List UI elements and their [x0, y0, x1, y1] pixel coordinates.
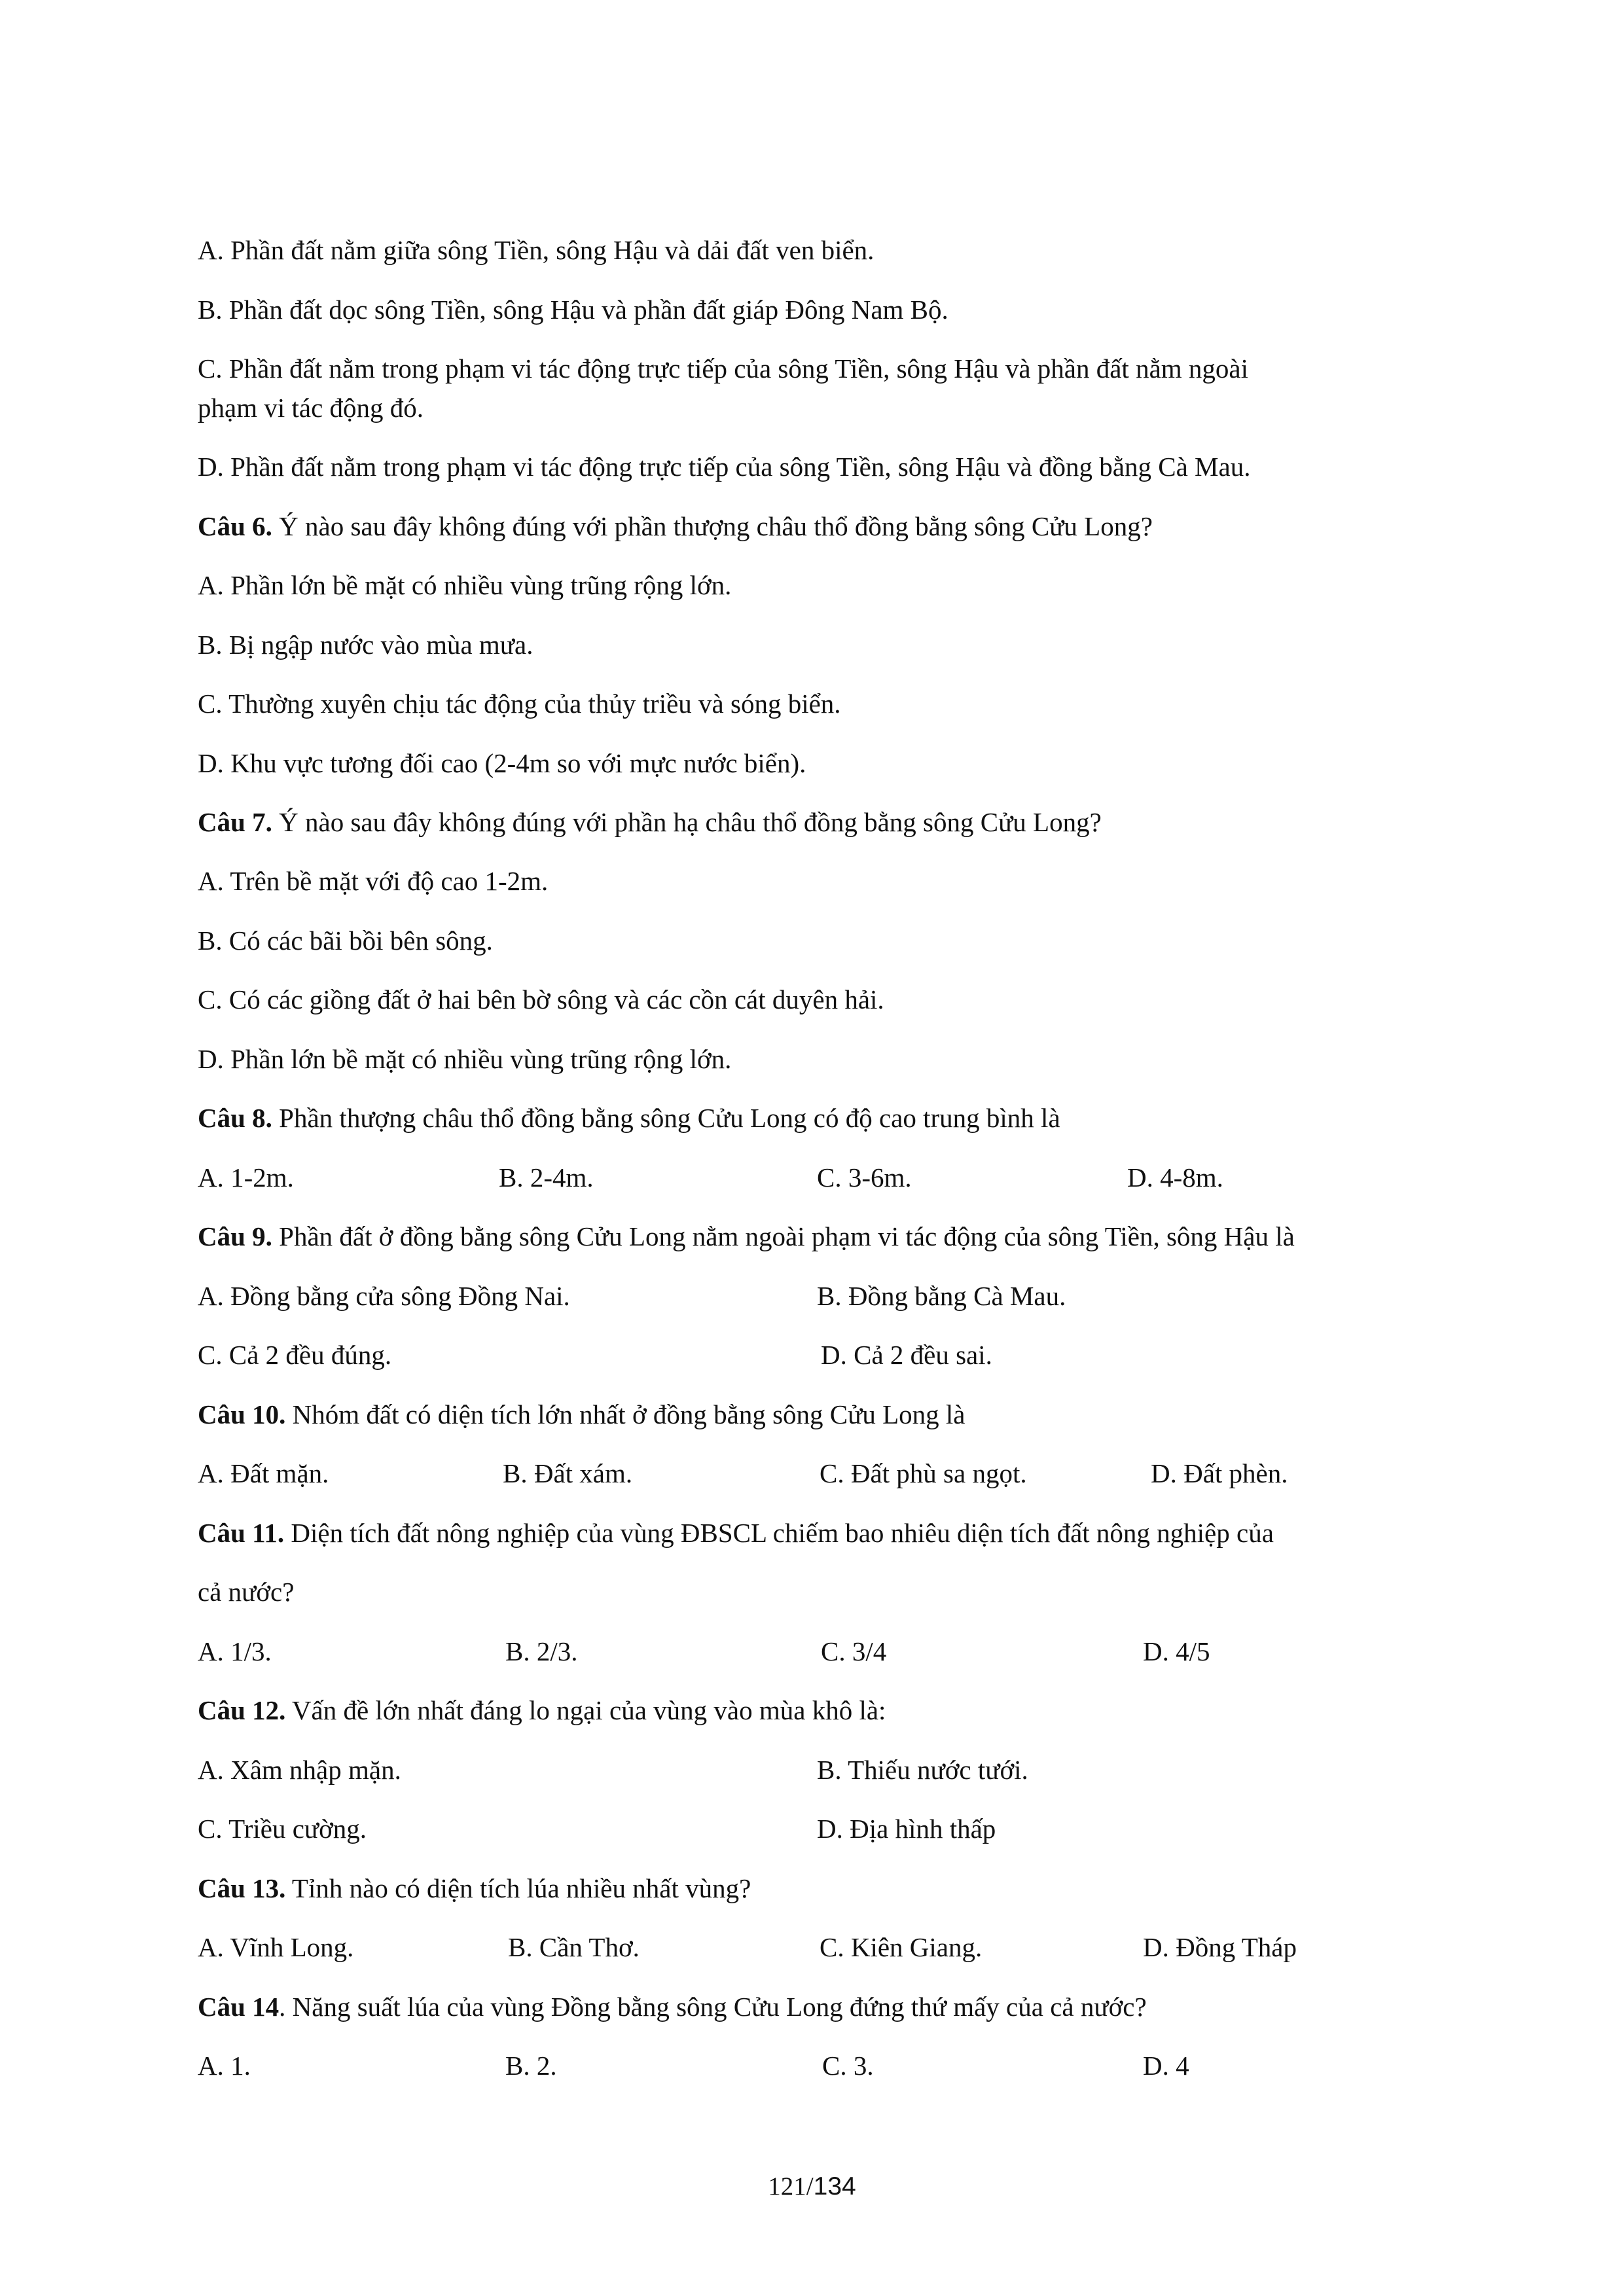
q8-option-d: D. 4-8m.	[1127, 1162, 1223, 1193]
q5-option-a: A. Phần đất nằm giữa sông Tiền, sông Hậu và dải đất ven biển.	[198, 235, 875, 265]
question-13-text: Tỉnh nào có diện tích lúa nhiều nhất vùng?	[285, 1873, 751, 1903]
q5-option-c-line1: C. Phần đất nằm trong phạm vi tác động trực tiếp của sông Tiền, sông Hậu và phần đất nằm ngoài	[198, 353, 1249, 384]
q11-option-b: B. 2/3.	[505, 1636, 578, 1666]
q9-option-c: C. Cả 2 đều đúng.	[198, 1340, 392, 1370]
question-11-text-line2: cả nước?	[198, 1577, 295, 1607]
question-9-text: Phần đất ở đồng bằng sông Cửu Long nằm ngoài phạm vi tác động của sông Tiền, sông Hậu là	[272, 1221, 1295, 1251]
q14-option-d: D. 4	[1143, 2051, 1189, 2081]
question-13-label: Câu 13.	[198, 1873, 286, 1903]
q12-option-a: A. Xâm nhập mặn.	[198, 1755, 401, 1785]
q6-option-d: D. Khu vực tương đối cao (2-4m so với mực nước biển).	[198, 748, 806, 778]
question-7	[198, 809, 1102, 836]
question-14	[198, 1994, 1147, 2020]
q8-option-a: A. 1-2m.	[198, 1162, 294, 1193]
q7-option-a: A. Trên bề mặt với độ cao 1-2m.	[198, 866, 549, 896]
question-9	[198, 1223, 1295, 1250]
q8-option-c: C. 3-6m.	[817, 1162, 912, 1193]
q6-option-a: A. Phần lớn bề mặt có nhiều vùng trũng rộng lớn.	[198, 570, 732, 600]
q6-option-c: C. Thường xuyên chịu tác động của thủy triều và sóng biển.	[198, 689, 841, 719]
q9-option-a: A. Đồng bằng cửa sông Đồng Nai.	[198, 1281, 570, 1311]
q7-option-d: D. Phần lớn bề mặt có nhiều vùng trũng rộng lớn.	[198, 1044, 732, 1074]
question-13	[198, 1875, 751, 1902]
q12-option-b: B. Thiếu nước tưới.	[817, 1755, 1028, 1785]
q10-option-a: A. Đất mặn.	[198, 1458, 329, 1488]
q12-option-c: C. Triều cường.	[198, 1814, 367, 1844]
q9-option-d: D. Cả 2 đều sai.	[821, 1340, 992, 1370]
q5-option-b: B. Phần đất dọc sông Tiền, sông Hậu và phần đất giáp Đông Nam Bộ.	[198, 295, 948, 325]
q5-option-d: D. Phần đất nằm trong phạm vi tác động trực tiếp của sông Tiền, sông Hậu và đồng bằng Cà Mau.	[198, 452, 1251, 482]
q13-option-c: C. Kiên Giang.	[820, 1932, 983, 1962]
q7-option-c: C. Có các giồng đất ở hai bên bờ sông và các cồn cát duyên hải.	[198, 984, 884, 1014]
question-7-label: Câu 7.	[198, 807, 272, 837]
page-number	[0, 2172, 1624, 2201]
question-8-label: Câu 8.	[198, 1103, 272, 1133]
question-10-text: Nhóm đất có diện tích lớn nhất ở đồng bằng sông Cửu Long là	[285, 1399, 965, 1429]
q9-option-b: B. Đồng bằng Cà Mau.	[817, 1281, 1066, 1311]
q10-option-c: C. Đất phù sa ngọt.	[820, 1458, 1027, 1488]
q11-option-d: D. 4/5	[1143, 1636, 1210, 1666]
page-number-current: 121/	[768, 2172, 814, 2200]
question-7-text: Ý nào sau đây không đúng với phần hạ châu thổ đồng bằng sông Cửu Long?	[272, 807, 1102, 837]
question-14-label: Câu 14	[198, 1992, 280, 2022]
question-11	[198, 1520, 1274, 1547]
q10-option-d: D. Đất phèn.	[1151, 1458, 1288, 1488]
question-11-label: Câu 11.	[198, 1518, 285, 1548]
question-6	[198, 513, 1153, 540]
q11-option-c: C. 3/4	[821, 1636, 887, 1666]
question-12-label: Câu 12.	[198, 1695, 286, 1725]
question-8-text: Phần thượng châu thổ đồng bằng sông Cửu Long có độ cao trung bình là	[272, 1103, 1060, 1133]
q12-option-d: D. Địa hình thấp	[817, 1814, 996, 1844]
question-10-label: Câu 10.	[198, 1399, 286, 1429]
question-11-text: Diện tích đất nông nghiệp của vùng ĐBSCL chiếm bao nhiêu diện tích đất nông nghiệp của	[284, 1518, 1274, 1548]
question-9-label: Câu 9.	[198, 1221, 272, 1251]
question-12-text: Vấn đề lớn nhất đáng lo ngại của vùng vào mùa khô là:	[285, 1695, 886, 1725]
question-6-label: Câu 6.	[198, 511, 272, 541]
question-12	[198, 1697, 886, 1724]
question-6-text: Ý nào sau đây không đúng với phần thượng châu thổ đồng bằng sông Cửu Long?	[272, 511, 1153, 541]
q5-option-c-line2: phạm vi tác động đó.	[198, 393, 424, 423]
question-14-text: . Năng suất lúa của vùng Đồng bằng sông Cửu Long đứng thứ mấy của cả nước?	[279, 1992, 1147, 2022]
q14-option-b: B. 2.	[505, 2051, 557, 2081]
question-8	[198, 1105, 1060, 1132]
q13-option-a: A. Vĩnh Long.	[198, 1932, 354, 1962]
q10-option-b: B. Đất xám.	[503, 1458, 633, 1488]
question-10	[198, 1401, 965, 1428]
q8-option-b: B. 2-4m.	[499, 1162, 594, 1193]
q6-option-b: B. Bị ngập nước vào mùa mưa.	[198, 630, 533, 660]
q13-option-b: B. Cần Thơ.	[508, 1932, 640, 1962]
q14-option-c: C. 3.	[822, 2051, 874, 2081]
page-number-total: 134	[813, 2172, 856, 2200]
q7-option-b: B. Có các bãi bồi bên sông.	[198, 925, 493, 956]
q11-option-a: A. 1/3.	[198, 1636, 272, 1666]
q13-option-d: D. Đồng Tháp	[1143, 1932, 1297, 1962]
q14-option-a: A. 1.	[198, 2051, 251, 2081]
